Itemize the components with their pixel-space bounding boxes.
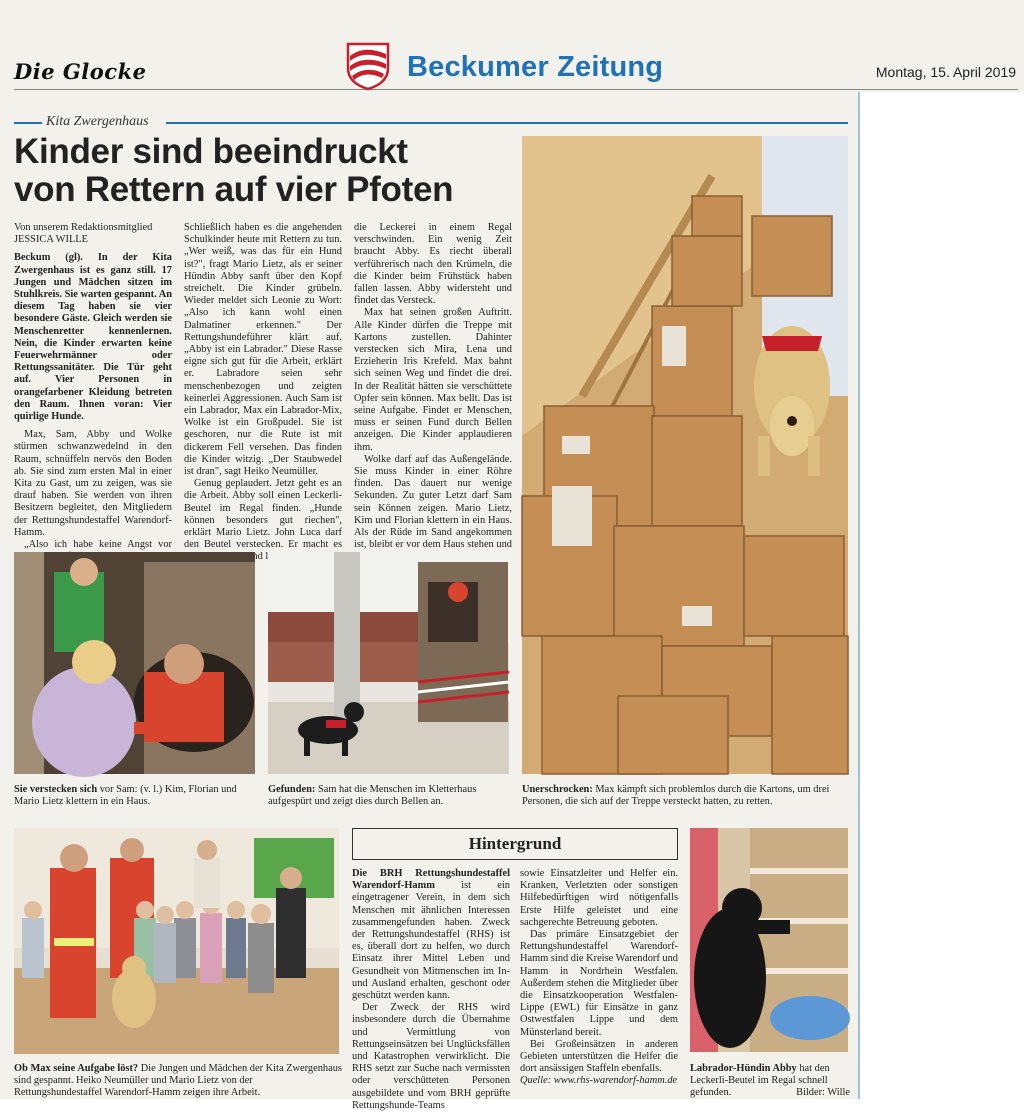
photo-dog-boxes: [522, 136, 848, 774]
background-paragraph: sowie Einsatzleiter und Helfer ein. Kranken, Verletzten oder sonstigen Hilfebedürftigen wird nötigenfalls Erste Hilfe geleistet und eine sachgerechte Betreuung geboten.: [520, 868, 678, 928]
byline: [14, 222, 172, 246]
article-paragraph: Genug geplaudert. Jetzt geht es an die Arbeit. Abby soll einen Leckerli-Beutel im Regal finden. „Hunde können besonders gut riechen", erklärt Mario Lietz. John Luca darf den Beutel verstecken. Er macht es: [184, 478, 342, 551]
publication-date: Montag, 15. April 2019: [875, 64, 1016, 80]
section-kicker: Kita Zwergenhaus: [46, 114, 149, 129]
caption-bold: Labrador-Hündin Abby: [690, 1063, 797, 1074]
brand-logo-left: Die Glocke: [14, 59, 147, 84]
caption-children-group: [14, 1063, 342, 1100]
caption-text: hat den Leckerli-Beutel im Regal schnell gefunden.: [690, 1063, 830, 1099]
article-paragraph: Max hat seinen großen Auftritt. Alle Kinder dürfen die Treppe mit Kartons zustellen. Dahinter verstecken sich Mira, Lena und Erzieherin Iris Krefeld. Max bahnt sich seinen Weg und findet die drei. In der Realität hätten sie verschüttete Opfer sein können. Max bellt. Das ist seine Aufgabe. Findet er Menschen, muss er seinen Fund durch Bellen anzeigen. Die Kinder applaudieren ihm.: [354, 307, 512, 453]
caption-dog-shelf: [690, 1063, 850, 1100]
source-url: www.rhs-warendorf-hamm.de: [553, 1075, 678, 1087]
background-box-title: Hintergrund: [352, 828, 678, 860]
article-column-1: [14, 222, 173, 551]
headline-line-1: Kinder sind beeindruckt: [14, 132, 408, 171]
photo-dog-outside-image: [268, 552, 509, 774]
article-paragraph: Schließlich haben es die angehenden Schulkinder heute mit Rettern zu tun. „Wer weiß, was das für ein Hund ist?", fragt Mario Lietz, als er seiner Hündin Abby sanft über den Kopf streichelt. Die Kinder grübeln. Wieder meldet sich Leonie zu Wort: „Also ich kann wohl einen Dalmatiner erkennen." Der Rettungshundeführer klärt auf. „Abby ist ein Labrador." Diese Rasse eigne sich gut für die Arbeit, erklärt er. Labradore seien sehr menschenbezogen und zeigten keinerlei Aggressionen. Auch Sam ist ein Labrador, Max ein Labrador-Mix, Wolke ist ein Großpudel. Sie ist geschoren, nur die Rute ist mit dickerem Fell versehen. Das finden die Kinder witzig. „Der Staubwedel ist dran", sagt Heiko Neumüller.: [184, 222, 342, 478]
paper-title: Beckumer Zeitung: [407, 51, 664, 83]
background-paragraph: [352, 868, 510, 1002]
photo-children-group: [14, 828, 339, 1054]
article-paragraph: Wolke darf auf das Außengelände. Sie muss Kinder in einer Röhre finden. Das dauert nur wenige Sekunden. Zu guter Letzt darf Sam sein Können zeigen. Mario Lietz, Kim und Florian klettern in ein Haus. Als der Rüde im Sand angekommen ist, bleibt er vor dem Haus stehen und: [354, 453, 512, 551]
caption-text: vor Sam: (v. l.) Kim, Florian und Mario Lietz klettern in ein Haus.: [14, 784, 237, 808]
photo-dog-shelf-image: [690, 828, 848, 1052]
photo-credit: Bilder: Wille: [796, 1087, 850, 1099]
photo-children-group-image: [14, 828, 339, 1054]
photo-climbing-house-image: [14, 552, 255, 774]
caption-bold: Gefunden:: [268, 784, 316, 795]
section-rule-right: [166, 122, 848, 124]
photo-dog-shelf: [690, 828, 848, 1052]
caption-climbing-house: [14, 784, 258, 808]
background-paragraph: Bei Großeinsätzen in anderen Gebieten unterstützen die Helfer die dort ansässigen Staffeln ebenfalls.: [520, 1038, 678, 1075]
caption-text: Sam hat die Menschen im Kletterhaus aufgespürt und zeigt dies durch Bellen an.: [268, 784, 477, 808]
article-paragraph: „Also ich habe keine Angst vor: [24, 539, 172, 551]
masthead-rule: [14, 89, 1018, 90]
caption-text: Max kämpft sich problemlos durch die Kartons, um drei Personen, die sich auf der Treppe versteckt hatten, zu retten.: [522, 784, 830, 808]
background-paragraph: Der Zweck der RHS wird insbesondere durch die Übernahme und Vermittlung von Rettungseinsätzen bei Unglücksfällen und Katastrophen verwirklicht. Die RHS setzt zur Suche nach vermissten oder verschütteten Personen ausgebildete und vom BRH geprüfte Rettungshunde-Teams: [352, 1002, 510, 1111]
article-column-2: [184, 222, 342, 551]
source-label: Quelle:: [520, 1075, 552, 1087]
caption-text: Die Jungen und Mädchen der Kita Zwergenhaus sind gespannt. Heiko Neumüller und Mario Lietz von der Rettungshundestaffel Warendorf-Hamm zeigen ihre Arbeit.: [14, 1063, 342, 1099]
photo-dog-boxes-image: [522, 136, 848, 774]
background-column-1: [352, 868, 510, 1111]
article-lead: Beckum (gl). In der Kita Zwergenhaus ist es ganz still. 17 Jungen und Mädchen sitzen im Stuhlkreis. Sie warten gespannt. An diesem Tag haben sie vier besondere Gäste. Gleich werden sie Menschenretter kennenlernen. Nein, die Kinder erwarten keine Feuerwehrmänner oder Rettungssanitäter. Die Tür geht auf. Vier Personen in orangefarbener Kleidung betreten den Raum. Ihnen voran: Vier quirlige Hunde.: [14, 252, 173, 423]
background-source: [520, 1075, 678, 1087]
headline-line-2: von Rettern auf vier Pfoten: [14, 170, 454, 209]
photo-climbing-house: [14, 552, 255, 774]
page-edge-rule: [858, 92, 860, 1099]
background-paragraph: Das primäre Einsatzgebiet der Rettungshundestaffel Warendorf-Hamm sind die Kreise Warendorf und Hamm in Nordrhein Westfalen. Außerdem stehen die Mitglieder über die Einsatzkooperation Westfalen-Lippe (EWL) für Einsätze in ganz Ostwestfalen Lippe und dem Münsterland bereit.: [520, 929, 678, 1038]
article-headline: [14, 133, 514, 209]
caption-bold: Sie verstecken sich: [14, 784, 98, 795]
coat-of-arms-icon: [346, 42, 390, 90]
background-text: ist ein eingetragener Verein, in dem sich Menschen mit ähnlichen Interessen zusammengefunden haben. Zweck der Rettungshundestaffel (RHS) ist es, überall dort zu helfen, wo durch Einsatz ihrer Mittel Leben und Gesundheit von Mitmenschen im In- und Ausland erhalten, geschont oder geschützt werden kann.: [352, 880, 510, 1002]
article-paragraph: die Leckerei in einem Regal verschwinden. Ein wenig Zeit braucht Abby. Es riecht überall verführerisch nach den Krümeln, die die Kinder beim Frühstück haben fallen lassen. Abby widersteht und findet das Versteck.: [354, 222, 512, 307]
article-column-3: [354, 222, 512, 551]
background-column-2: [520, 868, 678, 1099]
caption-dog-outside: [268, 784, 512, 808]
background-lead: Die BRH Rettungshundestaffel Warendorf-Hamm: [352, 868, 510, 892]
caption-bold: Unerschrocken:: [522, 784, 593, 795]
byline-label: Von unserem Redaktionsmitglied: [14, 222, 153, 233]
caption-bold: Ob Max seine Aufgabe löst?: [14, 1063, 139, 1074]
section-rule-left: [14, 122, 42, 124]
article-paragraph: Max, Sam, Abby und Wolke stürmen schwanzwedelnd in den Raum, schnüffeln nervös den Boden ab. Sie sind zum ersten Mal in einer Kita zu Gast, um zu zeigen, was sie drauf haben. Sie werden von ihren Besitzern begleitet, den Mitgliedern der Rettungshundestaffel Warendorf-Hamm.: [14, 429, 172, 538]
caption-dog-boxes: [522, 784, 850, 808]
photo-dog-outside: [268, 552, 509, 774]
byline-author: JESSICA WILLE: [14, 234, 88, 246]
